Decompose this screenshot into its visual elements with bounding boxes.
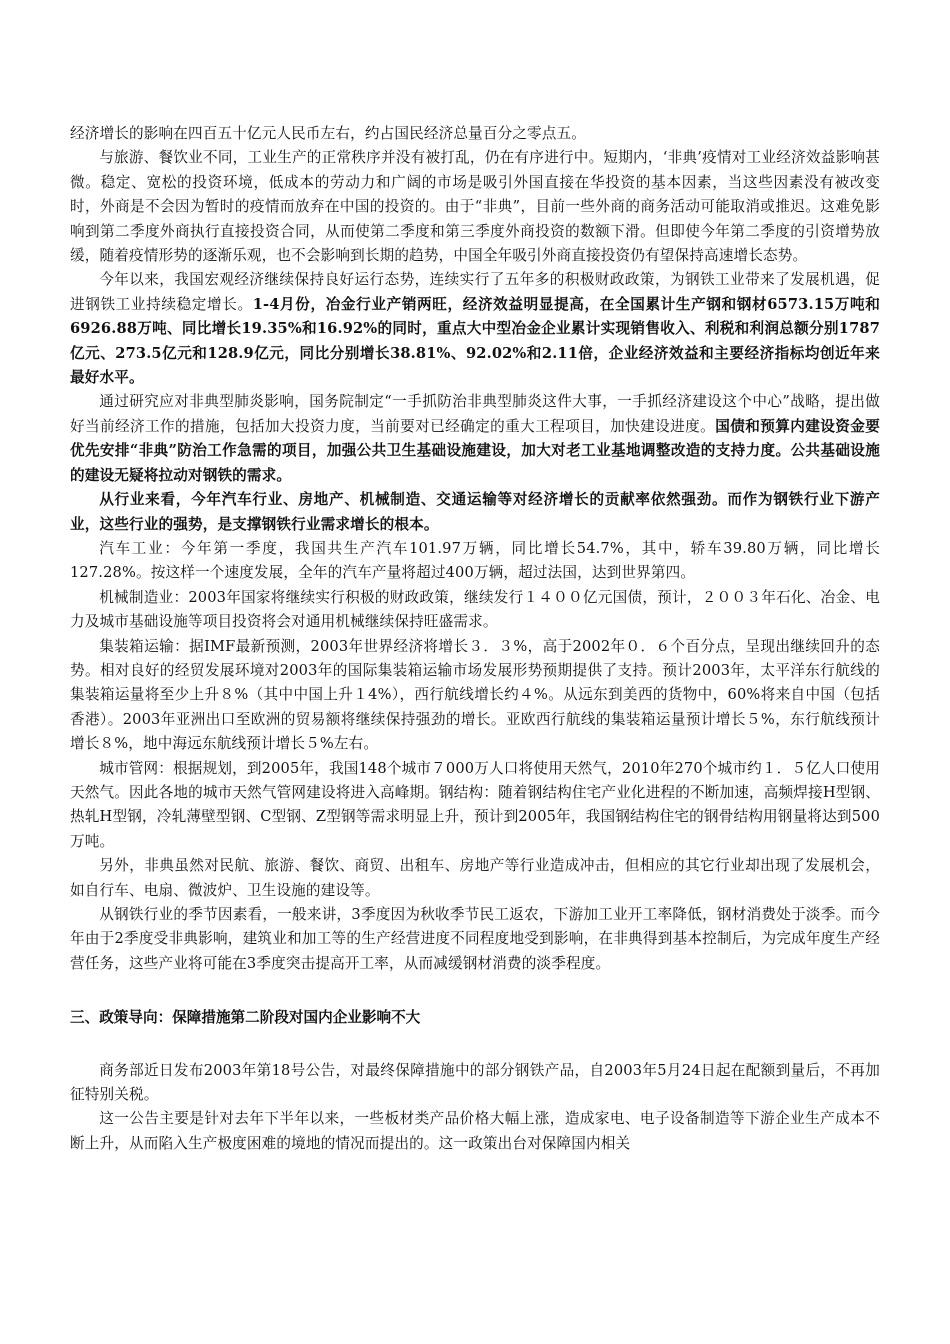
paragraph	[70, 757, 880, 855]
text-span: 另外，非典虽然对民航、旅游、餐饮、商贸、出租车、房地产等行业造成冲击，但相应的其它行业却出现了发展机会，如自行车、电扇、微波炉、卫生设施的建设等。	[70, 857, 880, 899]
paragraph	[70, 586, 880, 635]
section-heading: 三、政策导向：保障措施第二阶段对国内企业影响不大	[70, 1009, 421, 1027]
text-span: 从钢铁行业的季节因素看，一般来讲，3季度因为秋收季节民工返农，下游加工业开工率降低，钢材消费处于淡季。而今年由于2季度受非典影响，建筑业和加工等的生产经营进度不同程度地受到影响，在非典得到基本控制后，为完成年度生产经营任务，这些产业将可能在3季度突击提高开工率，从而减缓钢材消费的淡季程度。	[70, 906, 880, 972]
text-span: 今年以来，我国宏观经济继续保持良好运行态势，连续实行了五年多的积极财政政策，为钢铁工业带来了发展机遇，促进钢铁工业持续稳定增长。	[70, 271, 880, 313]
paragraph	[70, 537, 880, 586]
document-body	[70, 122, 880, 976]
text-span: 与旅游、餐饮业不同，工业生产的正常秩序并没有被打乱，仍在有序进行中。短期内，‘非典’疫情对工业经济效益影响甚微。稳定、宽松的投资环境，低成本的劳动力和广阔的市场是吸引外国直接在华投资的基本因素，当这些因素没有被改变时，外商是不会因为暂时的疫情而放弃在中国的投资的。由于“非典”，目前一些外商的商务活动可能取消或推迟。这难免影响到第二季度外商执行直接投资合同，从而使第二季度和第三季度外商投资的数额下滑。但即使今年第二季度的引资增势放缓，随着疫情形势的逐渐乐观，也不会影响到长期的趋势，中国全年吸引外商直接投资仍有望保持高速增长态势。	[70, 149, 880, 265]
paragraph	[70, 122, 880, 146]
text-span: 集装箱运输：据IMF最新预测，2003年世界经济将增长３．３%，高于2002年０．６个百分点，呈现出继续回升的态势。相对良好的经贸发展环境对2003年的国际集装箱运输市场发展形势预期提供了支持。预计2003年，太平洋东行航线的集装箱运量将至少上升８%（其中中国上升１4%），西行航线增长约４%。从远东到美西的货物中，60%将来自中国（包括香港）。2003年亚洲出口至欧洲的贸易额将继续保持强劲的增长。亚欧西行航线的集装箱运量预计增长５%，东行航线预计增长８%，地中海远东航线预计增长５%左右。	[70, 637, 880, 753]
bold-text: 从行业来看，今年汽车行业、房地产、机械制造、交通运输等对经济增长的贡献率依然强劲。而作为钢铁行业下游产业，这些行业的强势，是支撑钢铁行业需求增长的根本。	[70, 491, 880, 533]
text-span: 经济增长的影响在四百五十亿元人民币左右，约占国民经济总量百分之零点五。	[70, 125, 587, 142]
bold-text: 1-4月份，冶金行业产销两旺，经济效益明显提高，在全国累计生产钢和钢材6573.15万吨和6926.88万吨、同比增长19.35%和16.92%的同时，重点大中型冶金企业累计实现销售收入、利税和利润总额分别1787亿元、273.5亿元和128.9亿元，同比分别增长38.81%、92.02%和2.11倍，企业经济效益和主要经济指标均创近年来最好水平。	[70, 295, 880, 387]
text-span: 这一公告主要是针对去年下半年以来，一些板材类产品价格大幅上涨，造成家电、电子设备制造等下游企业生产成本不断上升，从而陷入生产极度困难的境地的情况而提出的。这一政策出台对保障国内相关	[70, 1110, 880, 1152]
paragraph	[70, 268, 880, 390]
paragraph	[70, 488, 880, 537]
paragraph	[70, 903, 880, 976]
text-span: 商务部近日发布2003年第18号公告，对最终保障措施中的部分钢铁产品，自2003年5月24日起在配额到量后，不再加征特别关税。	[70, 1061, 880, 1104]
text-span: 机械制造业：2003年国家将继续实行积极的财政政策，继续发行１４００亿元国债，预计，２００３年石化、冶金、电力及城市基础设施等项目投资将会对通用机械继续保持旺盛需求。	[70, 588, 880, 631]
text-span: 汽车工业：今年第一季度，我国共生产汽车101.97万辆，同比增长54.7%，其中，轿车39.80万辆，同比增长127.28%。按这样一个速度发展，全年的汽车产量将超过400万辆，超过法国，达到世界第四。	[70, 539, 880, 582]
text-span: 通过研究应对非典型肺炎影响，国务院制定“一手抓防治非典型肺炎这件大事，一手抓经济建设这个中心”战略，提出做好当前经济工作的措施，包括加大投资力度，当前要对已经确定的重大工程项目，加快建设进度。	[70, 393, 880, 435]
paragraph	[70, 635, 880, 757]
bold-text: 国债和预算内建设资金要优先安排“非典”防治工作急需的项目，加强公共卫生基础设施建设，加大对老工业基地调整改造的支持力度。公共基础设施的建设无疑将拉动对钢铁的需求。	[70, 417, 880, 484]
text-span: 城市管网：根据规划，到2005年，我国148个城市７000万人口将使用天然气，2010年270个城市约１．５亿人口使用天然气。因此各地的城市天然气管网建设将进入高峰期。钢结构：随着钢结构住宅产业化进程的不断加速，高频焊接H型钢、热轧H型钢，冷轧薄壁型钢、C型钢、Z型钢等需求明显上升，预计到2005年，我国钢结构住宅的钢骨结构用钢量将达到500万吨。	[70, 759, 880, 850]
paragraph	[70, 146, 880, 268]
paragraph	[70, 1059, 880, 1108]
paragraph	[70, 1107, 880, 1156]
paragraph	[70, 854, 880, 903]
paragraph	[70, 390, 880, 488]
section-body	[70, 1059, 880, 1157]
